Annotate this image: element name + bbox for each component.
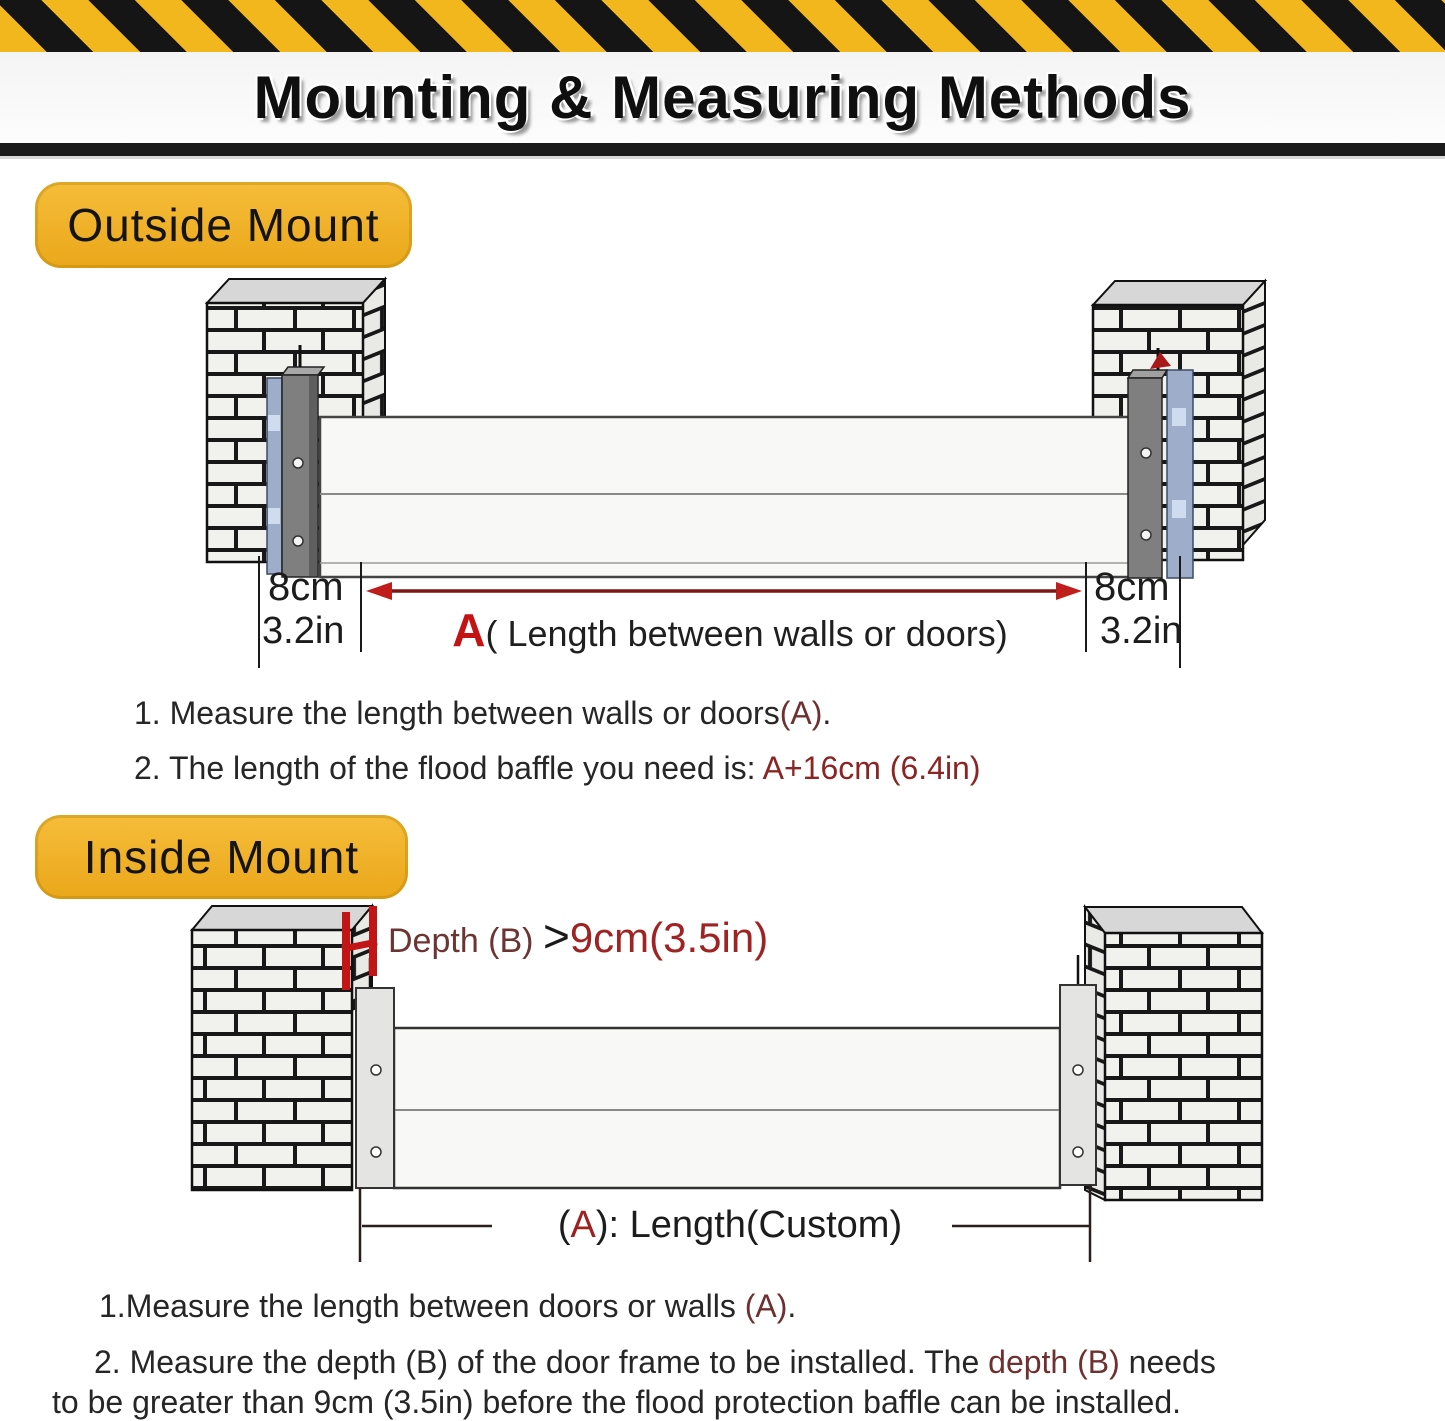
outside-length-label — [370, 606, 1090, 654]
length-arrow — [366, 582, 1082, 600]
outside-step-2: 2. The length of the flood baffle you need is: A+16cm (6.4in) — [134, 750, 981, 786]
outside-step-1: 1. Measure the length between walls or doors(A). — [134, 695, 832, 731]
length-a-text: ( Length between walls or doors) — [485, 613, 1008, 654]
flood-barrier-panel-outside — [320, 417, 1130, 577]
mounting-channel-left-outside — [267, 345, 324, 577]
hazard-stripes — [0, 0, 1445, 52]
inside-step-2: 2. Measure the depth (B) of the door frame to be installed. The depth (B) needs — [94, 1344, 1216, 1380]
title-band — [0, 52, 1445, 143]
outside-right-cm-label: 8cm — [1094, 565, 1170, 609]
inside-mount-badge: Inside Mount — [35, 815, 408, 899]
length-a-letter: A — [452, 604, 486, 656]
page-title: Mounting & Measuring Methods — [253, 64, 1192, 131]
pillar-right-inside — [1085, 907, 1262, 1200]
mounting-channel-right-inside — [1060, 955, 1096, 1185]
inside-step-1: 1.Measure the length between doors or walls (A). — [99, 1288, 797, 1324]
mounting-channel-right-outside — [1128, 348, 1193, 578]
outside-mount-badge: Outside Mount — [35, 182, 412, 268]
outside-left-cm-label: 8cm — [268, 565, 344, 609]
flood-barrier-panel-inside — [394, 1028, 1060, 1188]
inside-step-2-continued: to be greater than 9cm (3.5in) before the flood protection baffle can be installed. — [52, 1384, 1182, 1420]
title-underline — [0, 143, 1445, 159]
custom-length-label: (A): Length(Custom) — [557, 1204, 903, 1246]
depth-label: Depth (B) >9cm(3.5in) — [388, 910, 769, 962]
mounting-channel-left-inside — [356, 958, 394, 1188]
outside-right-in-label: 3.2in — [1100, 610, 1183, 652]
outside-left-in-label: 3.2in — [262, 610, 345, 652]
